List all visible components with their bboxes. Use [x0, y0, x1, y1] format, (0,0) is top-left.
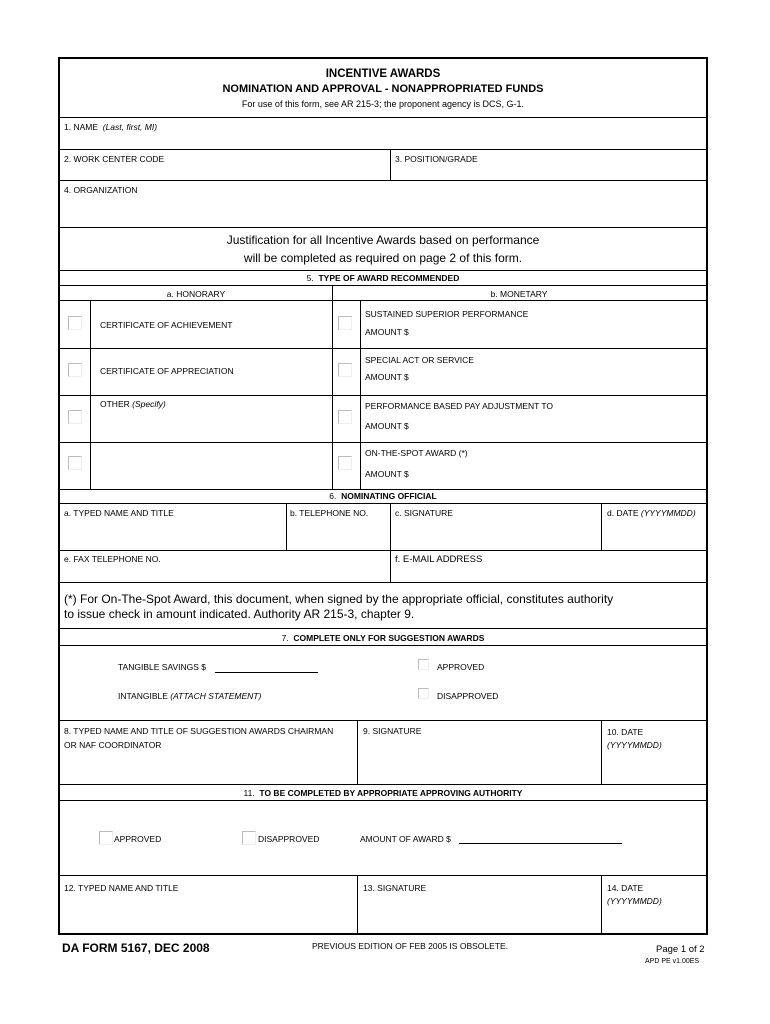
divider	[390, 149, 391, 180]
page-number: Page 1 of 2	[656, 944, 705, 955]
authority-disapproved-checkbox[interactable]	[242, 831, 256, 845]
organization-label: 4. ORGANIZATION	[64, 185, 138, 195]
divider	[60, 300, 706, 301]
divider	[60, 442, 706, 443]
divider	[601, 720, 602, 784]
divider	[60, 180, 706, 181]
chairman-name-field[interactable]	[62, 753, 354, 781]
suggestion-disapproved-checkbox[interactable]	[418, 688, 429, 699]
divider	[60, 628, 706, 629]
on-the-spot-note-line-2: to issue check in amount indicated. Authority AR 215-3, chapter 9.	[64, 607, 415, 621]
certificate-achievement-checkbox[interactable]	[68, 316, 82, 330]
honorary-header: a. HONORARY	[166, 289, 226, 299]
divider	[357, 720, 358, 784]
divider	[60, 395, 706, 396]
divider	[60, 550, 706, 551]
approver-name-field[interactable]	[62, 897, 354, 935]
divider	[390, 503, 391, 550]
divider	[601, 503, 602, 550]
performance-pay-checkbox[interactable]	[338, 410, 352, 424]
suggestion-disapproved-label: DISAPPROVED	[437, 691, 499, 701]
divider	[60, 285, 706, 286]
justification-line-2: will be completed as required on page 2 of this form.	[243, 251, 523, 265]
version-label: APD PE v1.00ES	[645, 958, 700, 965]
special-act-amount-field[interactable]	[412, 370, 702, 384]
divider	[60, 720, 706, 721]
form-title: INCENTIVE AWARDS	[325, 68, 441, 80]
chairman-label-line-2: OR NAF COORDINATOR	[64, 740, 162, 750]
blank-honorary-checkbox[interactable]	[68, 456, 82, 470]
nominating-name-field[interactable]	[62, 520, 284, 548]
certificate-achievement-label: CERTIFICATE OF ACHIEVEMENT	[100, 320, 233, 330]
suggestion-date-label: 10. DATE	[607, 727, 644, 737]
suggestion-approved-label: APPROVED	[437, 662, 485, 672]
fax-label: e. FAX TELEPHONE NO.	[64, 554, 161, 564]
nominating-signature-field[interactable]	[393, 520, 599, 548]
nominating-date-field[interactable]	[603, 520, 703, 548]
divider	[60, 149, 706, 150]
sustained-performance-checkbox[interactable]	[338, 316, 352, 330]
form-subtitle: NOMINATION AND APPROVAL - NONAPPROPRIATED FUNDS	[222, 83, 544, 95]
suggestion-date-field[interactable]	[603, 753, 703, 781]
on-the-spot-amount-field[interactable]	[412, 467, 702, 481]
divider	[390, 550, 391, 582]
on-the-spot-note-line-1: (*) For On-The-Spot Award, this document, when signed by the appropriate official, constitutes authority	[64, 592, 614, 606]
award-form	[58, 57, 708, 935]
other-award-field[interactable]	[96, 411, 328, 439]
divider	[332, 285, 333, 300]
name-label: 1. NAME (Last, first, MI)	[64, 122, 158, 132]
work-center-label: 2. WORK CENTER CODE	[64, 154, 165, 164]
position-label: 3. POSITION/GRADE	[395, 154, 478, 164]
special-act-amount-label: AMOUNT $	[365, 372, 409, 382]
special-act-checkbox[interactable]	[338, 363, 352, 377]
performance-pay-label: PERFORMANCE BASED PAY ADJUSTMENT TO	[365, 401, 553, 411]
sustained-amount-label: AMOUNT $	[365, 327, 409, 337]
approver-date-label: 14. DATE	[607, 883, 644, 893]
divider	[60, 227, 706, 228]
on-the-spot-checkbox[interactable]	[338, 456, 352, 470]
divider	[60, 645, 706, 646]
nominating-date-label: d. DATE (YYYYMMDD)	[607, 508, 696, 518]
suggestion-approved-checkbox[interactable]	[418, 659, 429, 670]
tangible-savings-underline	[215, 672, 318, 673]
award-amount-underline	[459, 843, 622, 844]
email-label: f. E-MAIL ADDRESS	[395, 554, 483, 565]
divider	[60, 784, 706, 785]
divider	[60, 270, 706, 271]
divider	[60, 582, 706, 583]
sustained-performance-label: SUSTAINED SUPERIOR PERFORMANCE	[365, 309, 529, 319]
section-6-title: 6. NOMINATING OFFICIAL	[329, 491, 437, 501]
tangible-savings-label: TANGIBLE SAVINGS $	[118, 662, 207, 672]
organization-field[interactable]	[62, 197, 704, 225]
section-5-title: 5. TYPE OF AWARD RECOMMENDED	[306, 273, 460, 283]
email-field[interactable]	[393, 566, 703, 580]
sustained-amount-field[interactable]	[412, 325, 702, 339]
special-act-label: SPECIAL ACT OR SERVICE	[365, 355, 474, 365]
divider	[60, 348, 706, 349]
name-field[interactable]	[62, 133, 704, 147]
nominating-name-label: a. TYPED NAME AND TITLE	[64, 508, 174, 518]
suggestion-date-hint: (YYYYMMDD)	[607, 740, 662, 750]
divider	[357, 875, 358, 935]
previous-edition-note: PREVIOUS EDITION OF FEB 2005 IS OBSOLETE.	[311, 941, 509, 951]
authority-approved-label: APPROVED	[114, 834, 162, 844]
form-usage-note: For use of this form, see AR 215-3; the proponent agency is DCS, G-1.	[241, 99, 525, 109]
nominating-telephone-label: b. TELEPHONE NO.	[290, 508, 369, 518]
divider	[60, 489, 706, 490]
suggestion-signature-label: 9. SIGNATURE	[363, 726, 422, 736]
divider	[60, 503, 706, 504]
divider	[60, 875, 706, 876]
certificate-appreciation-checkbox[interactable]	[68, 363, 82, 377]
work-center-field[interactable]	[62, 165, 387, 179]
position-field[interactable]	[393, 165, 703, 179]
performance-amount-label: AMOUNT $	[365, 421, 409, 431]
approver-date-hint: (YYYYMMDD)	[607, 896, 662, 906]
nominating-telephone-field[interactable]	[288, 520, 388, 548]
approver-signature-field[interactable]	[360, 897, 600, 935]
other-award-label: OTHER (Specify)	[100, 399, 166, 409]
authority-disapproved-label: DISAPPROVED	[258, 834, 320, 844]
certificate-appreciation-label: CERTIFICATE OF APPRECIATION	[100, 366, 234, 376]
divider	[286, 503, 287, 550]
authority-approved-checkbox[interactable]	[99, 831, 113, 845]
intangible-label: INTANGIBLE (ATTACH STATEMENT)	[118, 691, 262, 701]
award-amount-field[interactable]	[459, 831, 622, 843]
performance-amount-field[interactable]	[412, 419, 702, 433]
section-7-title: 7. COMPLETE ONLY FOR SUGGESTION AWARDS	[281, 633, 485, 643]
approver-signature-label: 13. SIGNATURE	[363, 883, 427, 893]
on-the-spot-label: ON-THE-SPOT AWARD (*)	[365, 448, 468, 458]
on-the-spot-amount-label: AMOUNT $	[365, 469, 409, 479]
tangible-savings-field[interactable]	[215, 659, 318, 672]
monetary-header: b. MONETARY	[490, 289, 548, 299]
approver-name-label: 12. TYPED NAME AND TITLE	[64, 883, 179, 893]
blank-honorary-field[interactable]	[96, 445, 328, 485]
approver-date-field[interactable]	[603, 909, 703, 935]
section-11-title: 11. TO BE COMPLETED BY APPROPRIATE APPROVING AUTHORITY	[243, 788, 523, 798]
fax-field[interactable]	[62, 566, 387, 580]
form-id: DA FORM 5167, DEC 2008	[62, 941, 210, 955]
divider	[60, 800, 706, 801]
divider	[601, 875, 602, 935]
nominating-signature-label: c. SIGNATURE	[395, 508, 453, 518]
other-award-checkbox[interactable]	[68, 410, 82, 424]
divider	[60, 117, 706, 118]
chairman-label-line-1: 8. TYPED NAME AND TITLE OF SUGGESTION AWARDS CHAIRMAN	[64, 726, 334, 736]
award-amount-label: AMOUNT OF AWARD $	[360, 834, 451, 844]
suggestion-signature-field[interactable]	[360, 739, 600, 781]
justification-line-1: Justification for all Incentive Awards based on performance	[226, 233, 540, 247]
